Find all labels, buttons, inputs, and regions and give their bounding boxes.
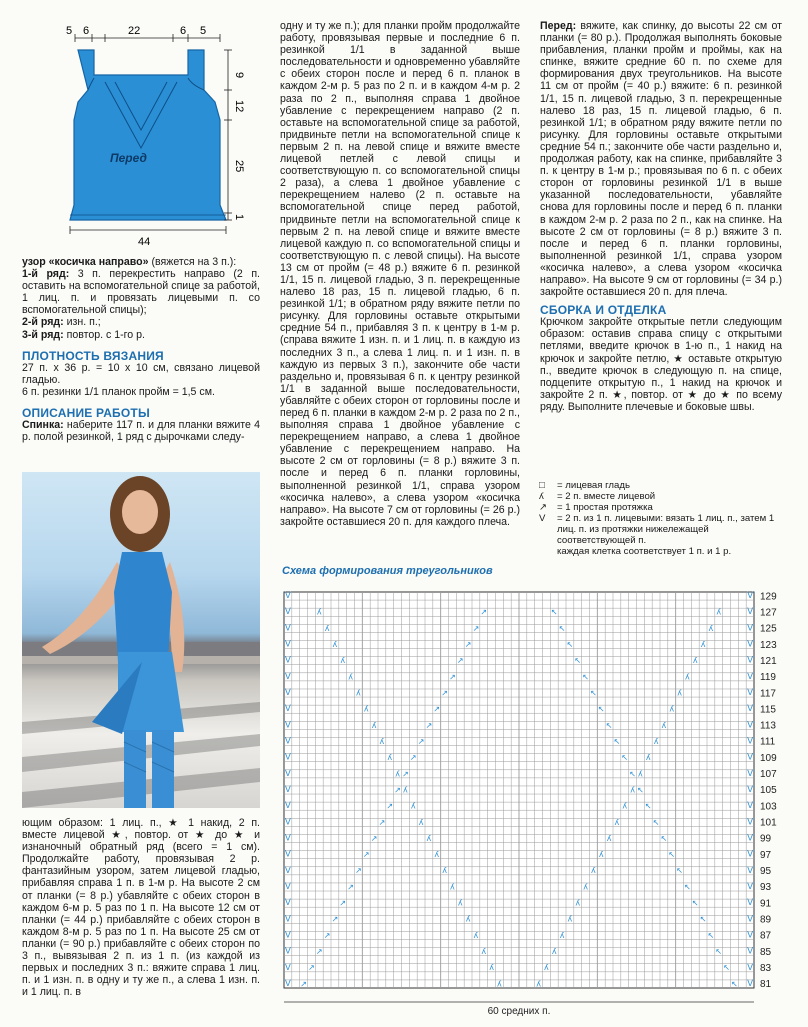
increase-symbol: V <box>747 703 754 714</box>
increase-symbol: V <box>284 864 291 875</box>
increase-symbol: V <box>747 687 754 698</box>
decrease-symbol: ↖ <box>684 882 691 892</box>
decrease-symbol: ↗ <box>425 720 433 730</box>
decrease-symbol: ʎ <box>348 672 353 682</box>
row3-label: 3-й ряд: <box>22 328 64 341</box>
decrease-symbol: ↖ <box>723 963 730 973</box>
row-number-label: 95 <box>760 866 772 878</box>
increase-symbol: V <box>284 622 291 633</box>
legend-item <box>537 480 787 491</box>
decrease-symbol: ↗ <box>456 656 464 666</box>
increase-symbol: V <box>747 832 754 843</box>
row-number-label: 117 <box>760 688 776 700</box>
legend-item <box>537 513 787 546</box>
decrease-symbol: ↖ <box>566 639 574 649</box>
decrease-symbol: ↗ <box>386 801 394 811</box>
decrease-symbol: ↖ <box>637 785 644 795</box>
increase-symbol: V <box>747 638 754 649</box>
back-continued-text <box>22 817 260 998</box>
increase-symbol: V <box>284 703 291 714</box>
increase-symbol: V <box>284 735 291 746</box>
decrease-symbol: ↖ <box>590 688 597 698</box>
legend-item <box>537 502 787 513</box>
increase-symbol: V <box>747 590 754 601</box>
dim-top-1: 5 <box>66 25 73 37</box>
increase-symbol: V <box>284 606 291 617</box>
decrease-symbol: ʎ <box>708 623 714 633</box>
decrease-symbol: ↖ <box>574 656 582 666</box>
increase-symbol: V <box>747 945 754 956</box>
decrease-symbol: ʎ <box>371 720 377 730</box>
increase-symbol: V <box>747 735 754 746</box>
row-number-label: 103 <box>760 801 777 813</box>
row2-label: 2-й ряд: <box>22 316 64 329</box>
pattern-note: (вяжется на 3 п.): <box>148 256 237 268</box>
decrease-symbol: ↖ <box>668 850 676 860</box>
decrease-symbol: ↗ <box>433 704 441 714</box>
increase-symbol: V <box>747 767 754 778</box>
decrease-symbol: ʎ <box>316 607 322 617</box>
increase-symbol: V <box>747 848 754 859</box>
pattern-description <box>22 256 260 443</box>
decrease-symbol: ʎ <box>418 817 424 827</box>
decrease-symbol: ↗ <box>347 882 354 892</box>
decrease-symbol: ↖ <box>629 769 636 779</box>
decrease-symbol: ʎ <box>677 688 682 698</box>
increase-symbol: V <box>747 606 754 617</box>
legend-symbol: ʎ <box>539 491 544 502</box>
decrease-symbol: ↗ <box>394 785 401 795</box>
decrease-symbol: ʎ <box>653 736 659 746</box>
decrease-symbol: ↖ <box>605 720 613 730</box>
dim-top-5: 5 <box>200 25 207 37</box>
decrease-symbol: ʎ <box>410 801 416 811</box>
decrease-symbol: ʎ <box>363 704 369 714</box>
decrease-symbol: ↖ <box>660 833 668 843</box>
decrease-symbol: ↗ <box>402 769 409 779</box>
dim-right-4: 1 <box>233 214 245 221</box>
decrease-symbol: ↖ <box>644 801 652 811</box>
row-number-label: 91 <box>760 898 772 910</box>
assembly-heading: СБОРКА И ОТДЕЛКА <box>540 303 667 318</box>
row-number-label: 113 <box>760 720 776 732</box>
decrease-symbol: ↖ <box>621 753 629 763</box>
row-number-label: 115 <box>760 704 776 716</box>
front-text: вяжите, как спинку, до высоты 22 см от планки (= 80 р.). Продолжая выполнять боковые прибавления, планки пройм и проймы, как на спинке, вяжите средние 60 п. по схеме для формирования двух треугольников. На высоте 11 см от пройм (= 40 р.) вяжите: 6 п. резинкой 1/1, 15 п. лицевой гладью, 3 п. перекрещенные налево 18 раз, 15 п. лицевой гладью, 6 п. резинкой 1/1; в обратном ряду вяжите петли по рисунку. Для горловины оставьте открытыми средние 54 п.; закончите обе части раздельно и, продолжая работу, как на спинке, прибавляйте 3 п. к центру в 1-м р.; провязывая по 6 п. с обеих сторон от горловины резинкой 1/1 в выше указанной последовательности, убавляйте снова для горловины после и перед 6 п. планки в каждом 2-м р. 2 раза по 2 п., как на спинке. На высоте 2 см от горловины (= 8 р.) вяжите 3 п. после и перед 6 п. планки горловины, выполненной резинкой 1/1, справа узором «косичка налево», а слева узором «косичка направо». На высоте 9 см от горловины (= 34 р.) закройте оставшиеся 20 п. для плеча. <box>540 20 782 299</box>
row-number-label: 121 <box>760 655 777 667</box>
decrease-symbol: ↗ <box>355 866 362 876</box>
decrease-symbol: ↗ <box>464 639 472 649</box>
decrease-symbol: ʎ <box>395 769 400 779</box>
decrease-symbol: ʎ <box>583 882 588 892</box>
increase-symbol: V <box>747 961 754 972</box>
row2-text: изн. п.; <box>63 316 101 329</box>
row-number-label: 87 <box>760 930 772 942</box>
increase-symbol: V <box>747 881 754 891</box>
legend-text: = 2 п. из 1 п. лицевыми: вязать 1 лиц. п., затем 1 лиц. п. из протяжки нижележащей соответствующей п. <box>557 513 775 546</box>
decrease-symbol: ʎ <box>324 623 330 633</box>
row3-text: повтор. с 1-го р. <box>63 328 145 341</box>
decrease-symbol: ʎ <box>403 785 408 795</box>
row-number-label: 85 <box>760 946 772 958</box>
dim-right-3: 25 <box>233 160 245 173</box>
increase-symbol: V <box>284 816 291 827</box>
decrease-symbol: ʎ <box>434 850 440 860</box>
increase-symbol: V <box>747 622 754 633</box>
decrease-symbol: ↗ <box>417 736 425 746</box>
photo-illustration <box>22 472 260 808</box>
decrease-symbol: ↖ <box>707 930 715 940</box>
legend-text: каждая клетка соответствует 1 п. и 1 р. <box>557 546 732 557</box>
decrease-symbol: ↖ <box>652 817 660 827</box>
decrease-symbol: ʎ <box>692 656 698 666</box>
decrease-symbol: ↖ <box>582 672 589 682</box>
decrease-symbol: ʎ <box>630 785 635 795</box>
legend-symbol: ↗ <box>539 502 548 513</box>
legend-text: = 1 простая протяжка <box>557 502 653 513</box>
bottom-label: 60 средних п. <box>487 1006 551 1017</box>
decrease-symbol: ↗ <box>449 672 456 682</box>
row-number-label: 99 <box>760 833 772 845</box>
decrease-symbol: ʎ <box>544 963 549 973</box>
increase-symbol: V <box>284 881 291 891</box>
increase-symbol: V <box>747 897 754 908</box>
increase-symbol: V <box>747 654 754 665</box>
increase-symbol: V <box>284 848 291 859</box>
increase-symbol: V <box>284 590 291 601</box>
increase-symbol: V <box>284 800 291 811</box>
decrease-symbol: ʎ <box>716 607 722 617</box>
increase-symbol: V <box>284 687 291 698</box>
garment-schematic <box>30 20 260 250</box>
decrease-symbol: ↖ <box>699 914 707 924</box>
row-number-label: 125 <box>760 623 777 635</box>
model-photo <box>22 472 260 808</box>
density-heading: ПЛОТНОСТЬ ВЯЗАНИЯ <box>22 348 164 363</box>
decrease-symbol: ʎ <box>481 947 487 957</box>
decrease-symbol: ↗ <box>308 963 315 973</box>
back-instructions: одну и ту же п.); для планки пройм продолжайте работу, провязывая первые и последние 6 п. резинкой 1/1 в заданной выше последовательности и одновременно убавляйте с обеих сторон после и перед 6 п. планок в каждом 2-м р. 5 раз по 2 п. и в каждом 4-м р. 2 раза по 2 п., выполняя справа 1 двойное убавление с перекрещением направо (2 п. оставьте на вспомогательной спице за работой, придвиньте петли на вспомогательной спице к первым 2 п. на левой спице и вяжите вместе лицевой петлей с левой спицы и соответствующую п. со вспомогательной спицы 2 раза), а слева 1 двойное убавление с перекрещением налево (2 п. оставьте на вспомогательной спице перед работой, придвиньте петли на вспомогательной спице к первым 2 п. на левой спице и вяжите вместе лицевой каждую п. со вспомогательной спицы и соответствующую п. с левой спицы). На высоте 13 см от пройм (= 48 р.) вяжите 6 п. резинкой 1/1, 15 п. лицевой гладью, 3 п. перекрещенные налево 18 раз, 15 п. лицевой гладью, 6 п. резинкой 1/1; в обратном ряду вяжите петли по рисунку. Для горловины оставьте открытыми средние 54 п., прибавляя 3 п. к центру в 1-м р. (справа вяжите 1 изн. п. и 1 лиц. п. в каждую из последних 3 п., а слева 1 лиц. п. и 1 изн. п. в каждую из первых 3 п.), закончите обе части раздельно и, провязывая 6 п. к центру резинкой 1/1 в заданной выше последовательности, убавляйте с обеих сторон от горловины после и перед 6 п. планки в каждом 2-м р. 2 раза по 2 п., выполняя справа 1 двойное убавление с перекрещением направо, а слева 1 двойное убавление с перекрещением направо. На высоте 2 см от горловины (= 8 р.) вяжите 3 п. после и перед 6 п. планки горловины, выполненной резинкой 1/1, справа узором «косичка налево», а слева узором «косичка направо». На высоте 7 см от горловины (= 26 р.) закройте оставшиеся 20 п. для каждого плеча. <box>280 20 520 528</box>
decrease-symbol: ↖ <box>715 947 723 957</box>
increase-symbol: V <box>284 913 291 924</box>
decrease-symbol: ʎ <box>450 882 455 892</box>
decrease-symbol: ↗ <box>472 623 480 633</box>
decrease-symbol: ↗ <box>362 850 370 860</box>
row-number-label: 109 <box>760 752 777 764</box>
column-2 <box>280 20 520 528</box>
decrease-symbol: ↗ <box>480 607 488 617</box>
increase-symbol: V <box>284 929 291 940</box>
decrease-symbol: ↗ <box>409 753 417 763</box>
row1-text: 3 п. перекрестить направо (2 п. оставить на вспомогательной спице за работой, 1 лиц. п. и провязать лицевыми п. со вспомогательной спицы); <box>22 268 261 317</box>
dim-right-2: 12 <box>233 100 245 113</box>
row-number-label: 119 <box>760 672 776 684</box>
decrease-symbol: ʎ <box>598 850 604 860</box>
knitting-chart <box>280 582 790 1022</box>
increase-symbol: V <box>284 784 291 795</box>
decrease-symbol: ʎ <box>379 736 385 746</box>
decrease-symbol: ʎ <box>638 769 643 779</box>
dim-top-2: 6 <box>83 25 90 37</box>
decrease-symbol: ʎ <box>685 672 690 682</box>
dim-top-3: 22 <box>128 25 141 37</box>
legend-text: = лицевая гладь <box>557 480 630 491</box>
dim-right-1: 9 <box>233 72 245 79</box>
front-label: Перед: <box>540 20 577 32</box>
decrease-symbol: ʎ <box>340 656 346 666</box>
increase-symbol: V <box>284 832 291 843</box>
decrease-symbol: ʎ <box>356 688 361 698</box>
decrease-symbol: ʎ <box>614 817 620 827</box>
decrease-symbol: ʎ <box>559 930 565 940</box>
decrease-symbol: ↗ <box>441 688 448 698</box>
decrease-symbol: ʎ <box>536 979 541 989</box>
dim-bottom: 44 <box>138 236 151 248</box>
increase-symbol: V <box>747 913 754 924</box>
decrease-symbol: ↗ <box>315 947 323 957</box>
increase-symbol: V <box>747 800 754 811</box>
increase-symbol: V <box>747 719 754 730</box>
row-number-label: 105 <box>760 785 777 797</box>
legend-text: = 2 п. вместе лицевой <box>557 491 656 502</box>
decrease-symbol: ʎ <box>669 704 675 714</box>
decrease-symbol: ↖ <box>550 607 558 617</box>
increase-symbol: V <box>284 977 291 988</box>
decrease-symbol: ʎ <box>332 639 338 649</box>
increase-symbol: V <box>747 929 754 940</box>
decrease-symbol: ʎ <box>489 963 494 973</box>
row-number-label: 123 <box>760 639 777 651</box>
increase-symbol: V <box>284 670 291 681</box>
row-number-label: 101 <box>760 817 777 829</box>
description-heading: ОПИСАНИЕ РАБОТЫ <box>22 406 150 421</box>
decrease-symbol: ʎ <box>387 753 393 763</box>
increase-symbol: V <box>284 654 291 665</box>
density-line-2: 6 п. резинки 1/1 планок пройм = 1,5 см. <box>22 385 215 398</box>
decrease-symbol: ʎ <box>551 947 557 957</box>
increase-symbol: V <box>284 638 291 649</box>
increase-symbol: V <box>747 751 754 762</box>
increase-symbol: V <box>284 945 291 956</box>
decrease-symbol: ↖ <box>613 736 621 746</box>
chart-title: Схема формирования треугольников <box>282 565 493 577</box>
row1-label: 1-й ряд: <box>22 268 70 281</box>
decrease-symbol: ʎ <box>700 639 706 649</box>
back-continued: ющим образом: 1 лиц. п., ★ 1 накид, 2 п. вместе лицевой ★, повтор. от ★ до ★ и изнаночный обратный ряд (всего = 1 см). Продолжайте работу, провязывая 2 р. фантазийным узором, затем лицевой гладью, прибавляя справа 1 п. в 1-м р. На высоте 2 см от планки (= 8 р.) убавляйте с обеих сторон в каждом 6-м р. 5 раз по 1 п. На высоте 12 см от планки (= 44 р.) прибавляйте с обеих сторон в каждом 8-м р. 5 раз по 1 п. На высоте 25 см от планки (= 90 р.) прибавляйте с обеих сторон по 3 п., вывязывая 2 п. из 1 п. (из каждой из первых и последних 3 п.: вяжите справа 1 лиц. п. и 1 изн. п. в одну и ту же п., а слева 1 изн. п. и 1 лиц. п. в <box>22 817 260 999</box>
dim-top-4: 6 <box>180 25 187 37</box>
decrease-symbol: ʎ <box>622 801 628 811</box>
decrease-symbol: ʎ <box>591 866 596 876</box>
decrease-symbol: ʎ <box>567 914 573 924</box>
decrease-symbol: ↗ <box>331 914 339 924</box>
increase-symbol: V <box>747 670 754 681</box>
decrease-symbol: ʎ <box>661 720 667 730</box>
decrease-symbol: ↖ <box>597 704 605 714</box>
decrease-symbol: ↗ <box>378 817 386 827</box>
increase-symbol: V <box>284 961 291 972</box>
pattern-title: узор «косичка направо» <box>22 256 149 268</box>
increase-symbol: V <box>747 977 754 988</box>
decrease-symbol: ʎ <box>442 866 447 876</box>
row-number-label: 111 <box>760 736 776 748</box>
decrease-symbol: ↗ <box>370 833 378 843</box>
back-text: наберите 117 п. и для планки вяжите 4 р. полой резинкой, 1 ряд с дырочками следу- <box>22 419 260 444</box>
decrease-symbol: ↖ <box>691 898 699 908</box>
density-line-1: 27 п. х 36 р. = 10 х 10 см, связано лицевой гладью. <box>22 361 260 386</box>
increase-symbol: V <box>284 751 291 762</box>
column-3 <box>540 20 782 413</box>
increase-symbol: V <box>284 897 291 908</box>
decrease-symbol: ʎ <box>465 914 471 924</box>
decrease-symbol: ↗ <box>300 979 307 989</box>
legend-symbol: V <box>539 513 546 524</box>
increase-symbol: V <box>284 719 291 730</box>
decrease-symbol: ↗ <box>339 898 347 908</box>
decrease-symbol: ↗ <box>323 930 331 940</box>
decrease-symbol: ʎ <box>426 833 432 843</box>
decrease-symbol: ↖ <box>676 866 683 876</box>
decrease-symbol: ʎ <box>473 930 479 940</box>
increase-symbol: V <box>747 864 754 875</box>
increase-symbol: V <box>747 816 754 827</box>
row-number-label: 129 <box>760 591 777 603</box>
decrease-symbol: ↖ <box>558 623 566 633</box>
schematic-svg <box>30 20 260 250</box>
increase-symbol: V <box>284 767 291 778</box>
row-number-label: 97 <box>760 849 772 861</box>
legend-symbol: □ <box>539 480 545 491</box>
schematic-label: Перед <box>110 151 147 165</box>
decrease-symbol: ʎ <box>457 898 463 908</box>
chart-legend <box>537 480 787 557</box>
increase-symbol: V <box>747 784 754 795</box>
decrease-symbol: ʎ <box>497 979 502 989</box>
row-number-label: 81 <box>760 979 772 991</box>
row-number-label: 89 <box>760 914 772 926</box>
row-number-label: 93 <box>760 882 772 894</box>
assembly-text: Крючком закройте открытые петли следующим образом: оставив справа спицу с открытыми петлями, введите крючок в 1-ю п., 1 накид на крючок и закройте петлю, ★ оставьте открытую п., введите крючок в следующую п. на спице, подцепите открытую п., 1 накид на крючок и закройте 2 п. ★, повтор. от ★ до ★ по всему ряду. Выполните плечевые и боковые швы. <box>540 316 782 413</box>
decrease-symbol: ʎ <box>645 753 651 763</box>
decrease-symbol: ʎ <box>575 898 581 908</box>
legend-item <box>537 546 787 557</box>
legend-symbol <box>537 546 555 557</box>
row-number-label: 83 <box>760 963 772 975</box>
row-number-label: 127 <box>760 607 777 619</box>
row-number-label: 107 <box>760 769 777 781</box>
back-label: Спинка: <box>22 419 64 432</box>
legend-item <box>537 491 787 502</box>
decrease-symbol: ↖ <box>731 979 738 989</box>
decrease-symbol: ʎ <box>606 833 612 843</box>
